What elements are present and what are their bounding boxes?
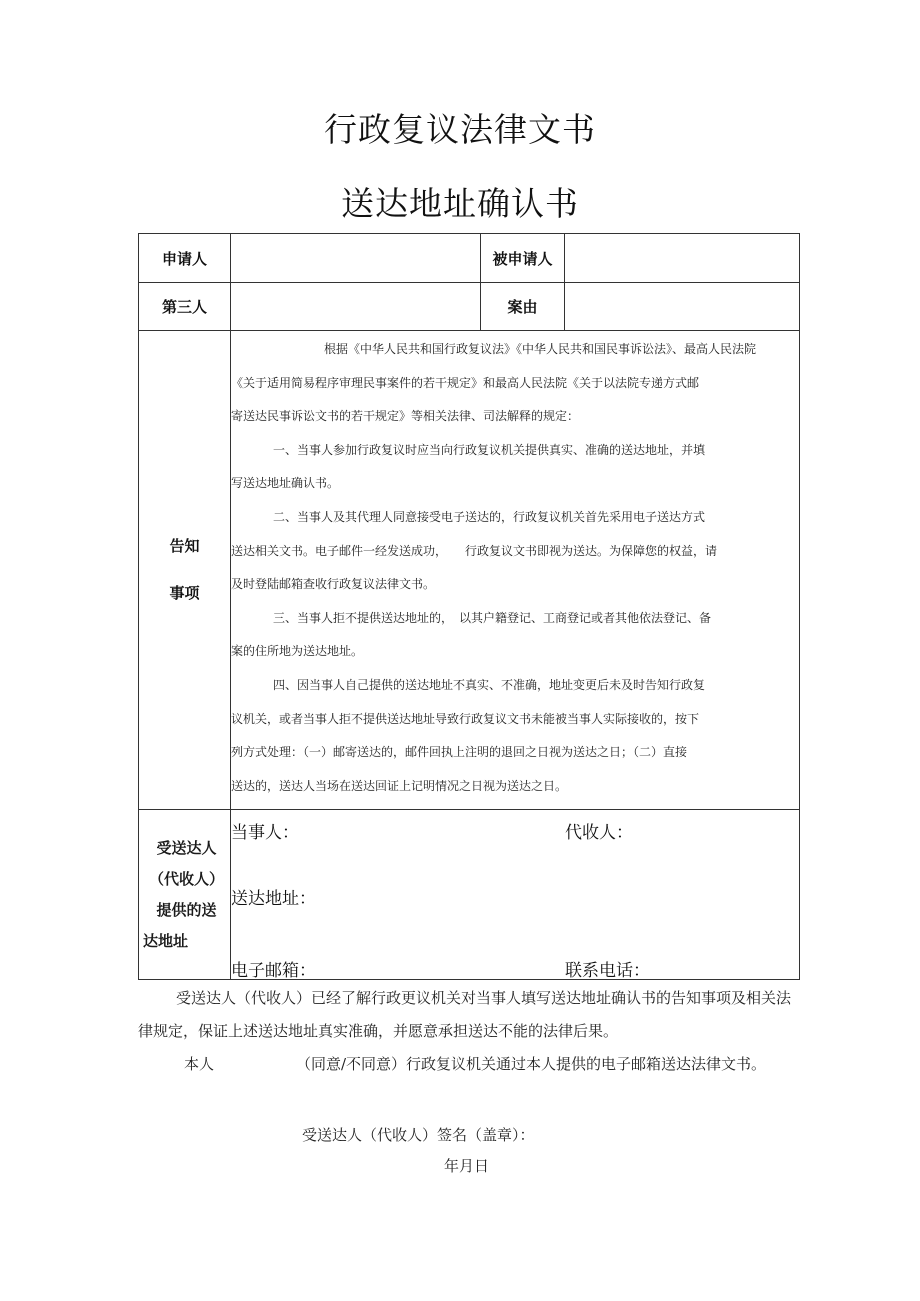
- third-party-label: 第三人: [139, 283, 231, 331]
- confirmation-form-table: [138, 233, 800, 980]
- notice-line: 案的住所地为送达地址。: [231, 644, 364, 659]
- respondent-field[interactable]: [565, 234, 800, 283]
- notice-line: 根据《中华人民共和国行政复议法》《中华人民共和国民事诉讼法》、最高人民法院: [324, 342, 757, 356]
- applicant-label: 申请人: [139, 234, 231, 283]
- notice-label: [139, 331, 231, 810]
- notice-line: 写送达地址确认书。: [231, 476, 340, 491]
- address-label: [139, 810, 231, 980]
- address-fields: [231, 810, 800, 980]
- notice-line: 一、当事人参加行政复议时应当向行政复议机关提供真实、准确的送达地址，并填: [273, 442, 706, 457]
- date-label[interactable]: 年月日: [444, 1157, 490, 1175]
- notice-line: 寄送达民事诉讼文书的若干规定》等相关法律、司法解释的规定：: [231, 409, 580, 424]
- case-reason-label: 案由: [481, 283, 565, 331]
- agent-field-label[interactable]: 代收人：: [565, 823, 633, 844]
- notice-line: 二、当事人及其代理人同意接受电子送达的，行政复议机关首先采用电子送达方式: [273, 509, 706, 524]
- phone-field-label[interactable]: 联系电话：: [565, 961, 650, 982]
- signature-label[interactable]: 受送达人（代收人）签名（盖章）：: [302, 1126, 535, 1144]
- third-party-field[interactable]: [231, 283, 481, 331]
- notice-line: 议机关，或者当事人拒不提供送达地址导致行政复议文书未能被当事人实际接收的，按下: [231, 711, 700, 726]
- consent-prefix: 本人: [184, 1055, 215, 1073]
- document-title: 行政复议法律文书: [324, 110, 596, 149]
- applicant-field[interactable]: [231, 234, 481, 283]
- address-label-line: 提供的送: [156, 900, 217, 919]
- notice-line: 送达相关文书。电子邮件一经发送成功， 行政复议文书即视为送达。为保障您的权益，请: [231, 543, 718, 558]
- consent-text: （同意/不同意）行政复议机关通过本人提供的电子邮箱送达法律文书。: [296, 1055, 767, 1073]
- case-reason-field[interactable]: [565, 283, 800, 331]
- address-label-line: 达地址: [143, 931, 189, 950]
- notice-line: 及时登陆邮箱查收行政复议法律文书。: [231, 577, 436, 592]
- notice-line: 《关于适用简易程序审理民事案件的若干规定》和最高人民法院《关于以法院专递方式邮: [231, 375, 700, 390]
- notice-line: 四、因当事人自己提供的送达地址不真实、不准确，地址变更后未及时告知行政复: [273, 677, 706, 692]
- notice-content: [231, 331, 800, 810]
- notice-line: 列方式处理：（一）邮寄送达的，邮件回执上注明的退回之日视为送达之日；（二）直接: [231, 745, 688, 760]
- party-field-label[interactable]: 当事人：: [231, 823, 299, 844]
- address-label-line: 受送达人: [156, 838, 217, 857]
- document-subtitle: 送达地址确认书: [341, 184, 579, 223]
- notice-label-line1: 告知: [169, 537, 200, 556]
- notice-line: 送达的，送达人当场在送达回证上记明情况之日视为送达之日。: [231, 778, 568, 793]
- email-field-label[interactable]: 电子邮箱：: [231, 961, 316, 982]
- address-field-label[interactable]: 送达地址：: [231, 889, 316, 910]
- address-label-line: （代收人）: [148, 869, 224, 888]
- confirmation-statement: 受送达人（代收人）已经了解行政更议机关对当事人填写送达地址确认书的告知事项及相关法律规定，保证上述送达地址真实准确，并愿意承担送达不能的法律后果。: [138, 989, 792, 1040]
- respondent-label: 被申请人: [481, 234, 565, 283]
- notice-label-line2: 事项: [169, 584, 200, 603]
- email-consent-statement: [138, 1048, 798, 1081]
- notice-line: 三、当事人拒不提供送达地址的， 以其户籍登记、工商登记或者其他依法登记、备: [273, 610, 712, 625]
